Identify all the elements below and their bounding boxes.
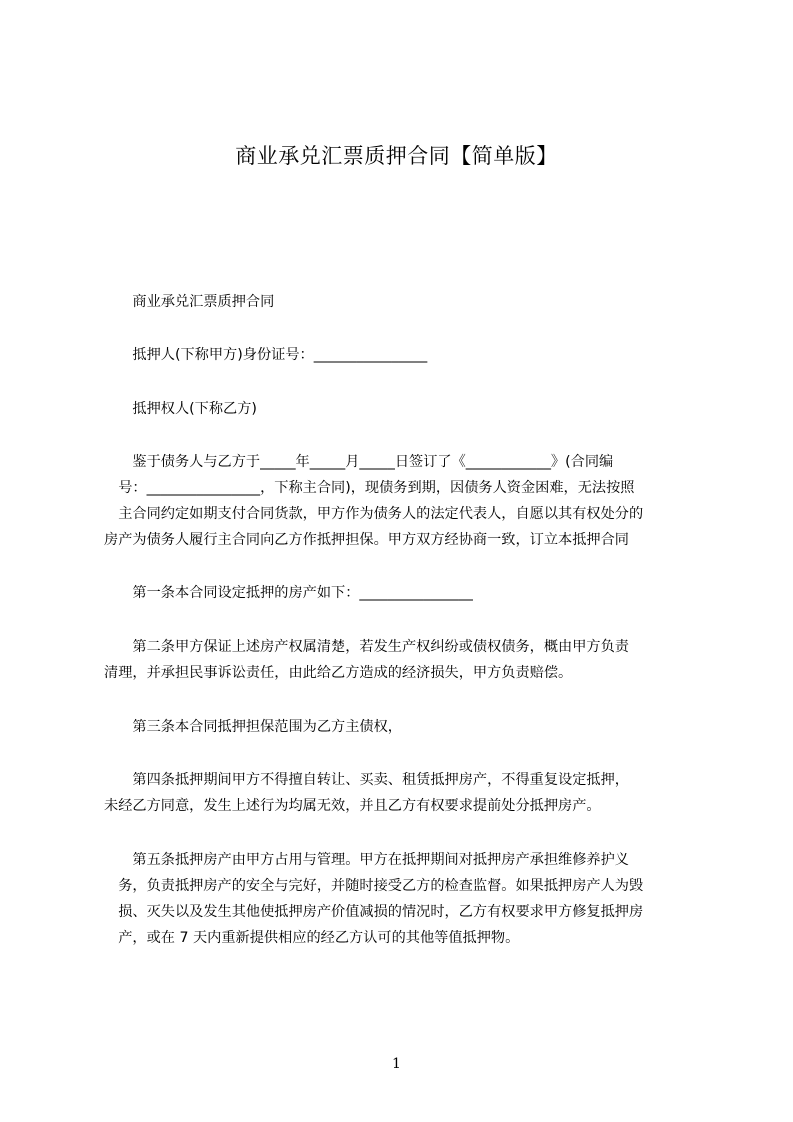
paragraph-line: 未经乙方同意，发生上述行为均属无效，并且乙方有权要求提前处分抵押房产。 bbox=[104, 798, 601, 814]
paragraph-line: 抵押人(下称甲方)身份证号：________________ bbox=[104, 347, 428, 363]
paragraph-line: 主合同约定如期支付合同货款，甲方作为债务人的法定代表人，自愿以其有权处分的 bbox=[104, 506, 644, 522]
paragraph-article-4 bbox=[104, 767, 700, 819]
paragraph-line: 第二条甲方保证上述房产权属清楚，若发生产权纠纷或债权债务，概由甲方负责 bbox=[104, 639, 629, 655]
paragraph-line: 第三条本合同抵押担保范围为乙方主债权， bbox=[104, 719, 402, 735]
paragraph-article-3 bbox=[104, 714, 700, 740]
paragraph-article-5 bbox=[104, 847, 700, 951]
paragraph-line: 鉴于债务人与乙方于_____年_____月_____日签订了《____________》(合同编 bbox=[104, 454, 614, 470]
document-title: 商业承兑汇票质押合同【简单版】 bbox=[235, 144, 558, 168]
paragraph-line: 第一条本合同设定抵押的房产如下：________________ bbox=[104, 585, 473, 601]
paragraph-mortgagee bbox=[104, 396, 700, 422]
page-number: 1 bbox=[392, 1056, 401, 1072]
paragraph-line: 第五条抵押房产由甲方占用与管理。甲方在抵押期间对抵押房产承担维修养护义 bbox=[104, 852, 629, 868]
paragraph-line: 商业承兑汇票质押合同 bbox=[104, 294, 275, 310]
paragraph-mortgagor bbox=[104, 342, 700, 368]
paragraph-line: 抵押权人(下称乙方) bbox=[104, 401, 257, 417]
paragraph-line: 清理，并承担民事诉讼责任，由此给乙方造成的经济损失，甲方负责赔偿。 bbox=[104, 665, 573, 681]
paragraph-article-1 bbox=[104, 580, 700, 606]
paragraph-preamble bbox=[104, 449, 700, 553]
paragraph-article-2 bbox=[104, 634, 700, 686]
paragraph-line: 房产为债务人履行主合同向乙方作抵押担保。甲方双方经协商一致，订立本抵押合同 bbox=[104, 532, 629, 548]
paragraph-line: 产，或在 7 天内重新提供相应的经乙方认可的其他等值抵押物。 bbox=[104, 930, 520, 946]
paragraph-line: 务，负责抵押房产的安全与完好，并随时接受乙方的检查监督。如果抵押房产人为毁 bbox=[104, 878, 644, 894]
paragraph-line: 损、灭失以及发生其他使抵押房产价值减损的情况时，乙方有权要求甲方修复抵押房 bbox=[104, 904, 644, 920]
paragraph-heading bbox=[104, 289, 700, 315]
paragraph-line: 号：________________，下称主合同)，现债务到期，因债务人资金困难，无法按照 bbox=[104, 480, 635, 496]
paragraph-line: 第四条抵押期间甲方不得擅自转让、买卖、租赁抵押房产，不得重复设定抵押， bbox=[104, 772, 629, 788]
